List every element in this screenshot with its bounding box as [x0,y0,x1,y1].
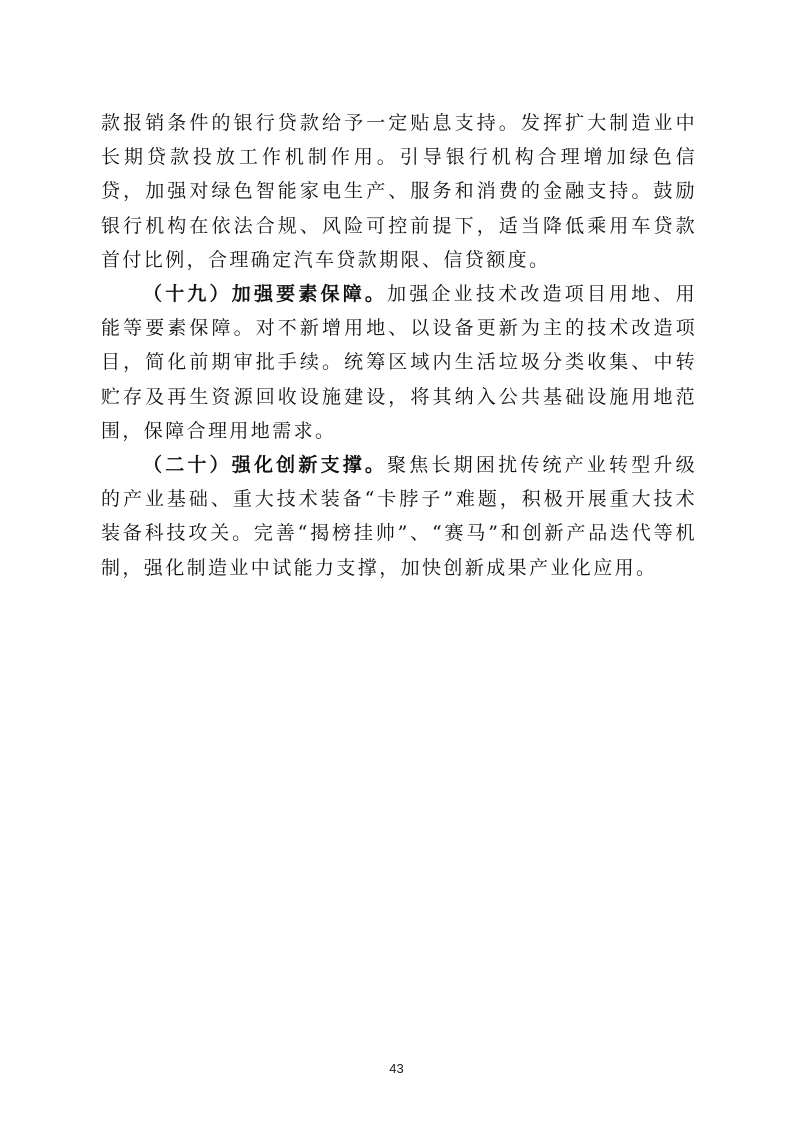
page-number: 43 [389,1061,404,1076]
section-heading-nineteen: （十九）加强要素保障。 [143,283,388,306]
paragraph-continuation [101,106,697,277]
paragraph-text: 加强企业技术改造项目用地、用能等要素保障。对不新增用地、以设备更新为主的技术改造项目，简化前期审批手续。统筹区域内生活垃圾分类收集、中转贮存及再生资源回收设施建设，将其纳入公共基础设施用地范围，保障合理用地需求。 [101,283,697,442]
paragraph-text: 聚焦长期困扰传统产业转型升级的产业基础、重大技术装备“卡脖子”难题，积极开展重大技术装备科技攻关。完善“揭榜挂帅”、“赛马”和创新产品迭代等机制，强化制造业中试能力支撑，加快创新成果产业化应用。 [101,454,697,579]
section-heading-twenty: （二十）强化创新支撑。 [143,454,388,477]
paragraph-nineteen [101,277,697,448]
paragraph-text: 款报销条件的银行贷款给予一定贴息支持。发挥扩大制造业中长期贷款投放工作机制作用。引导银行机构合理增加绿色信贷，加强对绿色智能家电生产、服务和消费的金融支持。鼓励银行机构在依法合规、风险可控前提下，适当降低乘用车贷款首付比例，合理确定汽车贷款期限、信贷额度。 [101,112,697,271]
paragraph-twenty [101,448,697,585]
body-text [101,106,697,585]
